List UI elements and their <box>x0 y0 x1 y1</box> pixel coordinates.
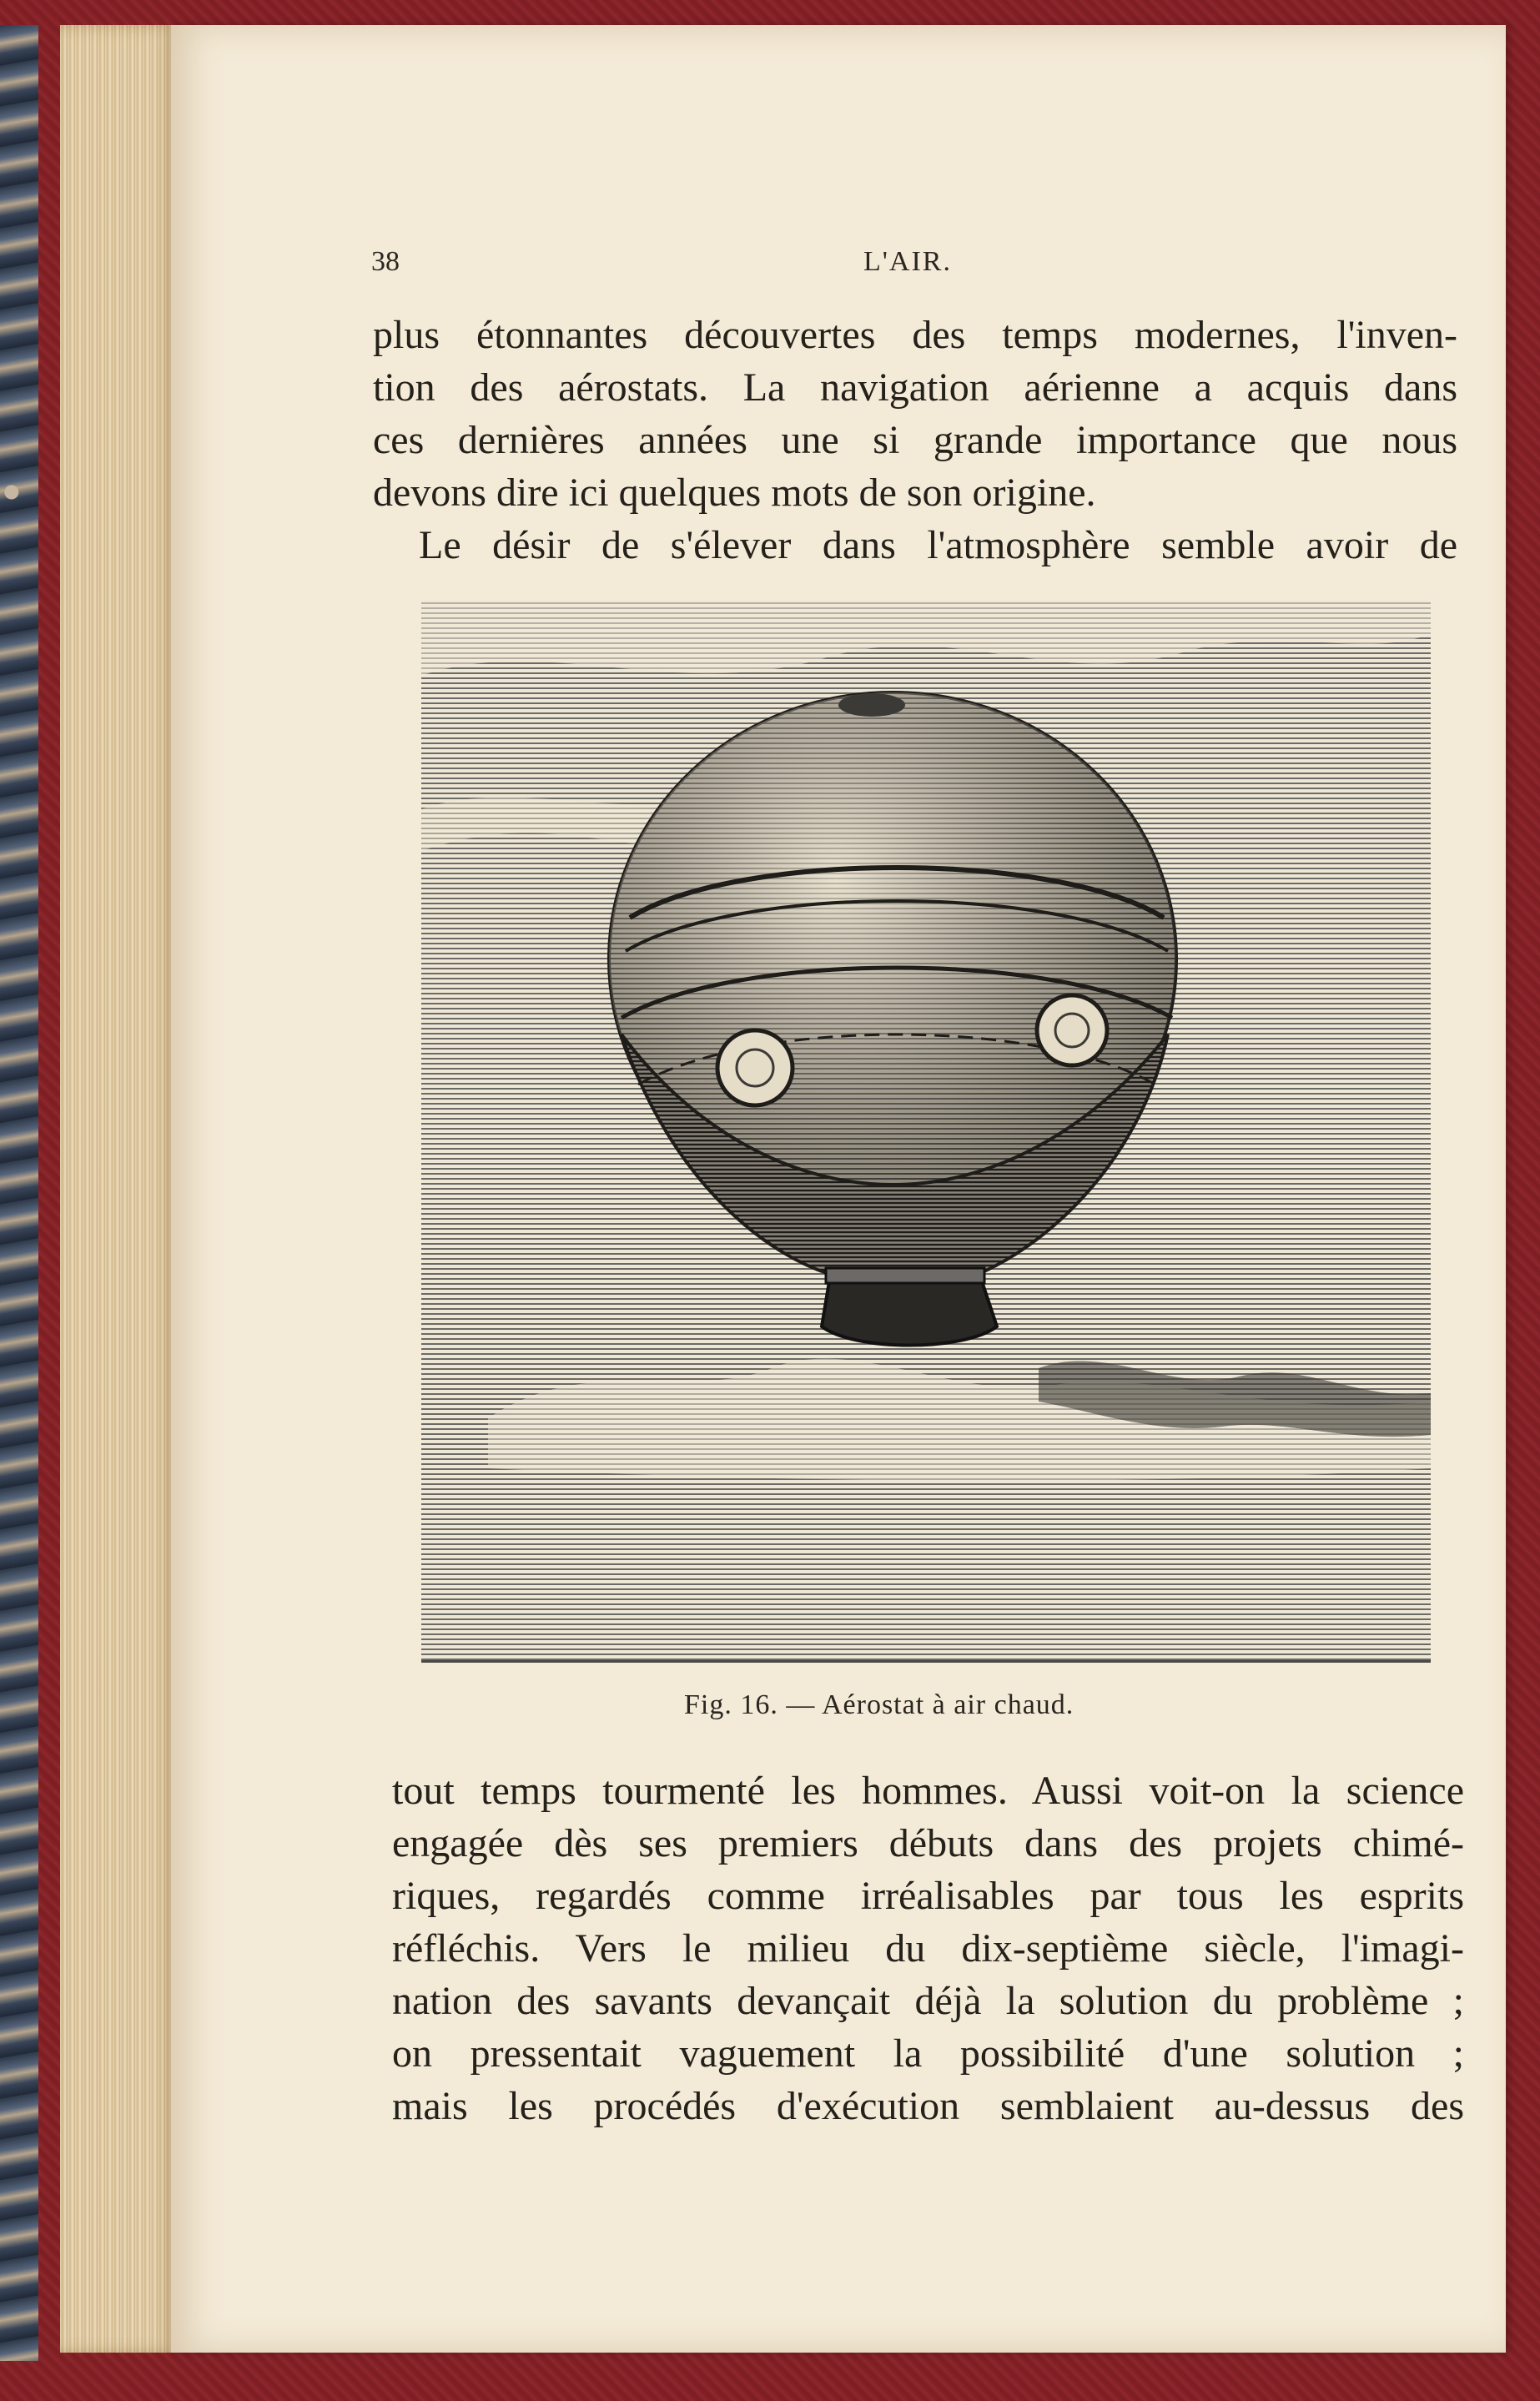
text-line: tout temps tourmenté les hommes. Aussi voit-on la science <box>392 1769 1464 1813</box>
paragraph-1 <box>373 309 1457 519</box>
balloon-engraving <box>421 601 1431 1663</box>
text-line: riques, regardés comme irréalisables par tous les esprits <box>392 1874 1464 1918</box>
paragraph-2 <box>373 519 1457 571</box>
text-line: Le désir de s'élever dans l'atmosphère semble avoir de <box>419 523 1457 567</box>
text-line: tion des aérostats. La navigation aérienne a acquis dans <box>373 365 1457 410</box>
text-line: plus étonnantes découvertes des temps modernes, l'inven- <box>373 313 1457 357</box>
text-line: engagée dès ses premiers débuts dans des projets chimé- <box>392 1821 1464 1865</box>
text-line: on pressentait vaguement la possibilité d'une solution ; <box>392 2031 1464 2076</box>
text-line: réfléchis. Vers le milieu du dix-septième siècle, l'imagi- <box>392 1926 1464 1971</box>
paragraph-3 <box>392 1764 1464 2132</box>
text-line: mais les procédés d'exécution semblaient au-dessus des <box>392 2084 1464 2128</box>
marbled-endpaper <box>0 25 38 2361</box>
text-line: devons dire ici quelques mots de son origine. <box>373 471 1096 515</box>
text-line: nation des savants devançait déjà la solution du problème ; <box>392 1979 1464 2023</box>
page-header <box>371 238 1456 288</box>
hot-air-balloon-icon <box>421 601 1431 1660</box>
figure-caption: Fig. 16. — Aérostat à air chaud. <box>684 1689 1074 1720</box>
text-line: ces dernières années une si grande importance que nous <box>373 418 1457 462</box>
running-head: L'AIR. <box>863 246 952 277</box>
page-number: 38 <box>371 246 400 277</box>
page-edges <box>60 25 177 2353</box>
